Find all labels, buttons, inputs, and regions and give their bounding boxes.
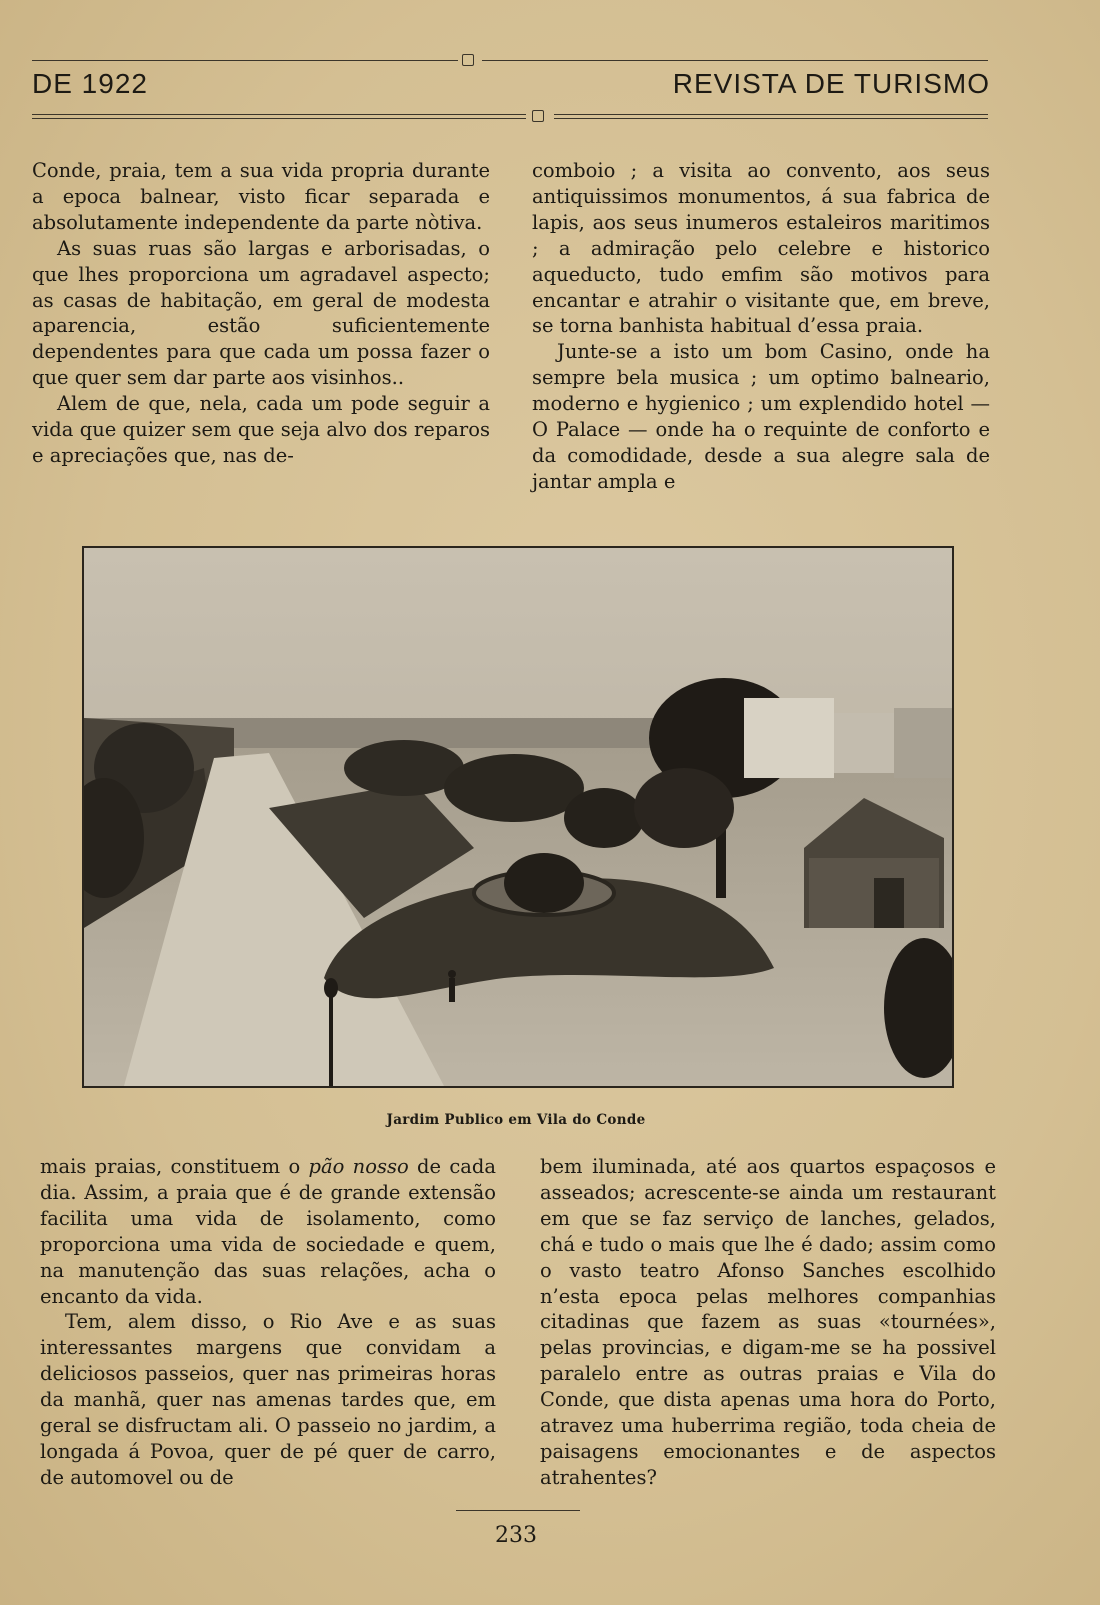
paragraph: comboio ; a visita ao convento, aos seus antiquissimos monumentos, á sua fabrica de lapis, aos seus inumeros estaleiros maritimos ; a admiração pelo celebre e historico aqueducto, tudo emfim são motivos para encantar e atrahir o visitante que, em breve, se torna banhista habitual d’essa praia.: [532, 159, 990, 338]
header-issue-date: DE 1922: [32, 68, 148, 99]
footer-rule: [456, 1510, 580, 1511]
paragraph: [40, 1154, 496, 1309]
paragraph: Conde, praia, tem a sua vida propria durante a epoca balnear, visto ficar separada e absolutamente independente da parte nòtiva.: [32, 159, 490, 234]
header-ornament-bottom: [532, 110, 544, 122]
paragraph: bem iluminada, até aos quartos espaçosos e asseados; acrescente-se ainda um restaurant em que se faz serviço de lanches, gelados, chá e tudo o mais que lhe é dado; assim como o vasto teatro Afonso Sanches escolhido n’esta epoca pelas melhores companhias citadinas que fazem as suas «tournées», pelas provincias, e digam-me se ha possivel paralelo entre as outras praias e Vila do Conde, que dista apenas uma hora do Porto, atravez uma huberrima região, toda cheia de paisagens emocionantes e de aspectos atrahentes?: [540, 1155, 996, 1489]
header-bottom-rule-right: [554, 114, 988, 119]
header-ornament-top: [462, 54, 474, 66]
bottom-left-column: [40, 1154, 496, 1491]
emphasis-text: pão nosso: [308, 1155, 409, 1178]
photo-caption: Jardim Publico em Vila do Conde: [386, 1112, 646, 1128]
garden-photograph: [82, 546, 954, 1088]
paragraph: Alem de que, nela, cada um pode seguir a vida que quizer sem que seja alvo dos reparos e apreciações que, nas de-: [32, 392, 490, 467]
header-top-rule-left: [32, 60, 458, 61]
text-run: mais praias, constituem o: [40, 1155, 309, 1178]
paragraph: As suas ruas são largas e arborisadas, o que lhes proporciona um agradavel aspecto; as casas de habitação, em geral de modesta aparencia, estão suficientemente dependentes para que cada um possa fazer o que quer sem dar parte aos visinhos..: [32, 236, 490, 390]
header-magazine-title: REVISTA DE TURISMO: [672, 68, 990, 99]
header-top-rule-right: [482, 60, 988, 61]
top-right-column: [532, 158, 990, 495]
paragraph: Junte-se a isto um bom Casino, onde ha sempre bela musica ; um optimo balneario, moderno e hygienico ; um explendido hotel — O Palace — onde ha o requinte de conforto e da comodidade, desde a sua alegre sala de jantar ampla e: [532, 340, 990, 493]
text-run: de cada dia. Assim, a praia que é de grande extensão facilita uma vida de isolamento, como proporciona uma vida de sociedade e quem, na manutenção das suas relações, acha o encanto da vida.: [40, 1155, 496, 1308]
top-left-column: [32, 158, 490, 469]
page-number: 233: [495, 1523, 537, 1548]
header-bottom-rule-left: [32, 114, 526, 119]
paragraph: Tem, alem disso, o Rio Ave e as suas interessantes margens que convidam a deliciosos passeios, quer nas primeiras horas da manhã, quer nas amenas tardes que, em geral se disfructam ali. O passeio no jardim, a longada á Povoa, quer de pé quer de carro, de automovel ou de: [40, 1310, 496, 1489]
bottom-right-column: [540, 1154, 996, 1491]
